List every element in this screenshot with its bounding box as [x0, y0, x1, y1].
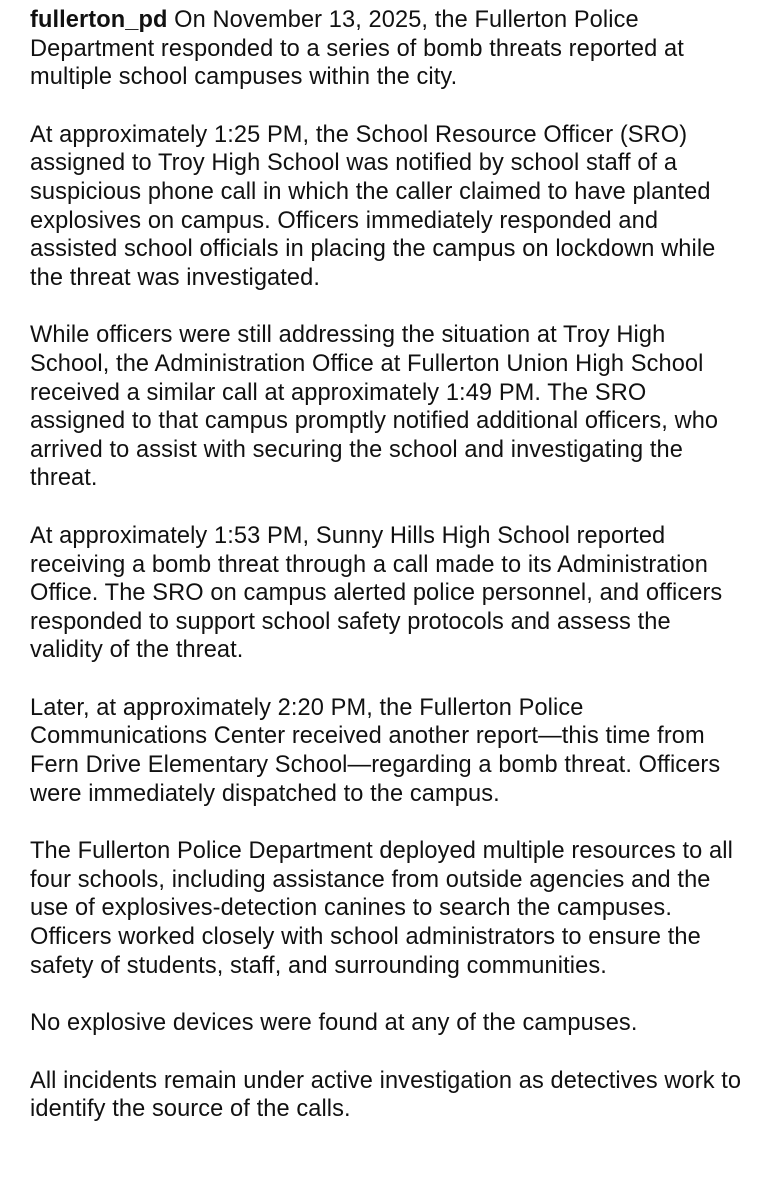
- caption-paragraph-sunny-hills: At approximately 1:53 PM, Sunny Hills High School reported receiving a bomb threat through a call made to its Administration Office. The SRO on campus alerted police personnel, and officers responded to support school safety protocols and assess the validity of the threat.: [30, 522, 723, 664]
- caption-paragraph-resources: The Fullerton Police Department deployed multiple resources to all four schools, including assistance from outside agencies and the use of explosives-detection canines to search the campuses. Officers worked closely with school administrators to ensure the safety of students, staff, and surrounding communities.: [30, 838, 733, 979]
- caption-paragraph-troy: At approximately 1:25 PM, the School Resource Officer (SRO) assigned to Troy High School was notified by school staff of a suspicious phone call in which the caller claimed to have planted explosives on campus. Officers immediately responded and assisted school officials in placing the campus on lockdown while the threat was investigated.: [30, 121, 716, 291]
- caption-paragraph-intro: [30, 6, 745, 92]
- caption-paragraph-no-devices: No explosive devices were found at any of the campuses.: [30, 1010, 638, 1037]
- caption-text-intro: On November 13, 2025, the Fullerton Police Department responded to a series of bomb threats reported at multiple school campuses within the city.: [30, 7, 684, 91]
- username-link[interactable]: fullerton_pd: [30, 7, 168, 33]
- caption-paragraph-fern-drive: Later, at approximately 2:20 PM, the Fullerton Police Communications Center received another report—this time from Fern Drive Elementary School—regarding a bomb threat. Officers were immediately dispatched to the campus.: [30, 694, 721, 807]
- caption-paragraph-fullerton-union: While officers were still addressing the situation at Troy High School, the Administration Office at Fullerton Union High School received a similar call at approximately 1:49 PM. The SRO assigned to that campus promptly notified additional officers, who arrived to assist with securing the school and investigating the threat.: [30, 322, 719, 492]
- caption-paragraph-investigation: All incidents remain under active investigation as detectives work to identify the source of the calls.: [30, 1067, 742, 1123]
